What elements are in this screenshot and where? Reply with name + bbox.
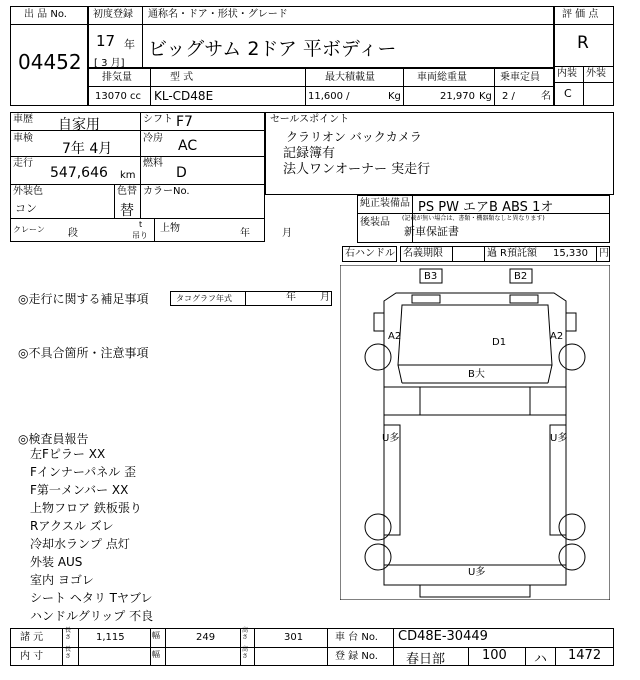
mark-u-rear: U多 xyxy=(468,567,486,578)
inspector-item: F第一メンバー XX xyxy=(30,483,129,497)
history-value: 自家用 xyxy=(58,117,100,133)
deposit-value: 15,330 xyxy=(553,248,588,259)
inspector-item: 上物フロア 鉄板張り xyxy=(30,501,142,515)
ext-color-value: コン xyxy=(15,202,37,215)
reg-area: 春日部 xyxy=(406,652,446,667)
displacement-label: 排気量 xyxy=(102,72,132,83)
tacho-year: 年 xyxy=(286,292,296,303)
equipment-label: 純正装備品 xyxy=(360,198,410,209)
retrofit-label: 後装品 xyxy=(360,217,390,228)
color-change-value: 替 xyxy=(120,203,134,219)
truck-outline xyxy=(340,265,610,600)
mark-b-big: B大 xyxy=(468,369,485,380)
info-box xyxy=(10,112,265,242)
fuel-label: 燃料 xyxy=(143,158,163,169)
equipment-value: PS PW エアB ABS 1オ xyxy=(418,200,554,215)
ac-label: 冷房 xyxy=(143,133,163,144)
lot-label: 出 品 No. xyxy=(24,9,67,20)
fuel-value: D xyxy=(176,165,187,181)
displacement-value: 13070 cc xyxy=(95,91,141,102)
color-no-label: カラーNo. xyxy=(143,186,190,197)
specs-label: 諸 元 xyxy=(20,632,44,643)
mileage-unit: km xyxy=(120,170,136,181)
interior-grade: C xyxy=(564,87,572,100)
chassis-label: 車 台 No. xyxy=(335,632,378,643)
crane-hang: 吊り xyxy=(132,231,148,240)
tacho-month: 月 xyxy=(320,292,330,303)
inspector-item: シート ヘタリ Tヤブレ xyxy=(30,591,153,605)
name-change-label: 名義期限 xyxy=(403,248,443,259)
inner-label: 内 寸 xyxy=(20,651,44,662)
length-label: 長さ xyxy=(65,627,72,641)
inspector-item: 室内 ヨゴレ xyxy=(30,573,94,587)
crane-label: クレーン xyxy=(13,225,45,234)
r-deposit-label: R預託額 xyxy=(500,248,537,259)
color-change-label: 色替 xyxy=(117,186,137,197)
mileage-label: 走行 xyxy=(13,158,33,169)
mark-u-right: U多 xyxy=(550,433,568,444)
mark-b2: B2 xyxy=(514,271,528,282)
inner-width-label: 幅 xyxy=(152,650,160,659)
height-value: 301 xyxy=(284,632,304,643)
top-month: 月 xyxy=(282,228,292,239)
mark-u-left: U多 xyxy=(382,433,400,444)
gross-label: 車両総重量 xyxy=(417,72,467,83)
right-handle: 右ハンドル xyxy=(345,248,395,259)
load-unit: Kg xyxy=(388,91,401,102)
capacity-unit: 名 xyxy=(541,91,551,102)
rating-value: R xyxy=(577,33,589,53)
sales-point: 記録簿有 xyxy=(283,146,336,161)
inspector-item: 左Fピラー XX xyxy=(30,447,106,461)
width-value: 249 xyxy=(196,632,216,643)
inspection-label: 車検 xyxy=(13,133,33,144)
inner-height-label: 高さ xyxy=(242,646,249,660)
reg-no: 1472 xyxy=(568,648,602,663)
load-value: 11,600 / xyxy=(308,91,350,102)
inspector-item: 外装 AUS xyxy=(30,555,83,569)
reg-kana: ハ xyxy=(534,652,548,667)
inspector-item: Fインナーパネル 歪 xyxy=(30,465,137,479)
sales-point: 法人ワンオーナー 実走行 xyxy=(283,162,431,177)
warranty: 新車保証書 xyxy=(404,225,459,238)
height-label: 高さ xyxy=(242,627,249,641)
ext-color-label: 外装色 xyxy=(13,186,43,197)
mark-d1: D1 xyxy=(492,337,507,348)
sales-label: セールスポイント xyxy=(270,114,350,125)
exterior-label: 外装 xyxy=(586,68,606,79)
length-value: 1,115 xyxy=(96,632,125,643)
mark-a2-right: A2 xyxy=(550,331,564,342)
first-reg-month: [ 3 月] xyxy=(94,58,125,69)
rating-label: 評 価 点 xyxy=(562,9,599,20)
width-label: 幅 xyxy=(152,631,160,640)
rating-box xyxy=(554,6,614,106)
shift-value: F7 xyxy=(176,114,193,130)
truck-diagram xyxy=(340,265,610,600)
ac-value: AC xyxy=(178,138,198,154)
top-label: 上物 xyxy=(160,223,180,234)
year-unit: 年 xyxy=(124,38,135,51)
expired-label: 過 xyxy=(487,248,497,259)
inspector-item: 冷却水ランプ 点灯 xyxy=(30,537,130,551)
lot-number: 04452 xyxy=(18,50,82,74)
first-reg-label: 初度登録 xyxy=(93,9,133,20)
name-label: 通称名・ドア・形状・グレード xyxy=(148,9,288,20)
reg-class: 100 xyxy=(482,648,507,663)
interior-label: 内装 xyxy=(557,68,577,79)
inspector-title: ◎検査員報告 xyxy=(18,432,89,446)
driving-title: ◎走行に関する補足事項 xyxy=(18,292,149,306)
reg-label: 登 録 No. xyxy=(335,651,378,662)
model-label: 型 式 xyxy=(170,72,194,83)
mileage-value: 547,646 xyxy=(50,165,108,181)
inspector-item: Rアクスル ズレ xyxy=(30,519,114,533)
mark-b3: B3 xyxy=(424,271,438,282)
chassis-value: CD48E-30449 xyxy=(398,629,488,644)
crane-steps: 段 xyxy=(68,228,78,239)
defect-title: ◎不具合箇所・注意事項 xyxy=(18,346,149,360)
crane-t: t xyxy=(139,220,143,229)
top-year: 年 xyxy=(240,228,250,239)
tachograph-label: タコグラフ年式 xyxy=(176,294,232,303)
retrofit-note: (記載が無い場合は、書類・機器類なしと異なります) xyxy=(402,215,545,222)
gross-unit: Kg xyxy=(479,91,492,102)
history-label: 車歴 xyxy=(13,114,33,125)
mark-a2-left: A2 xyxy=(388,331,402,342)
inspector-item: ハンドルグリップ 不良 xyxy=(30,609,154,623)
load-label: 最大積載量 xyxy=(325,72,375,83)
gross-value: 21,970 xyxy=(440,91,475,102)
vehicle-name: ビッグサム 2ドア 平ボディー xyxy=(148,38,397,60)
first-reg-year: 17 xyxy=(96,32,116,50)
inner-length-label: 長さ xyxy=(65,646,72,660)
yen-unit: 円 xyxy=(599,248,609,259)
capacity-value: 2 / xyxy=(502,91,515,102)
inspection-value: 7年 4月 xyxy=(62,141,113,157)
capacity-label: 乗車定員 xyxy=(500,72,540,83)
model-value: KL-CD48E xyxy=(154,89,214,103)
sales-point: クラリオン バックカメラ xyxy=(286,130,422,144)
shift-label: シフト xyxy=(143,114,173,125)
